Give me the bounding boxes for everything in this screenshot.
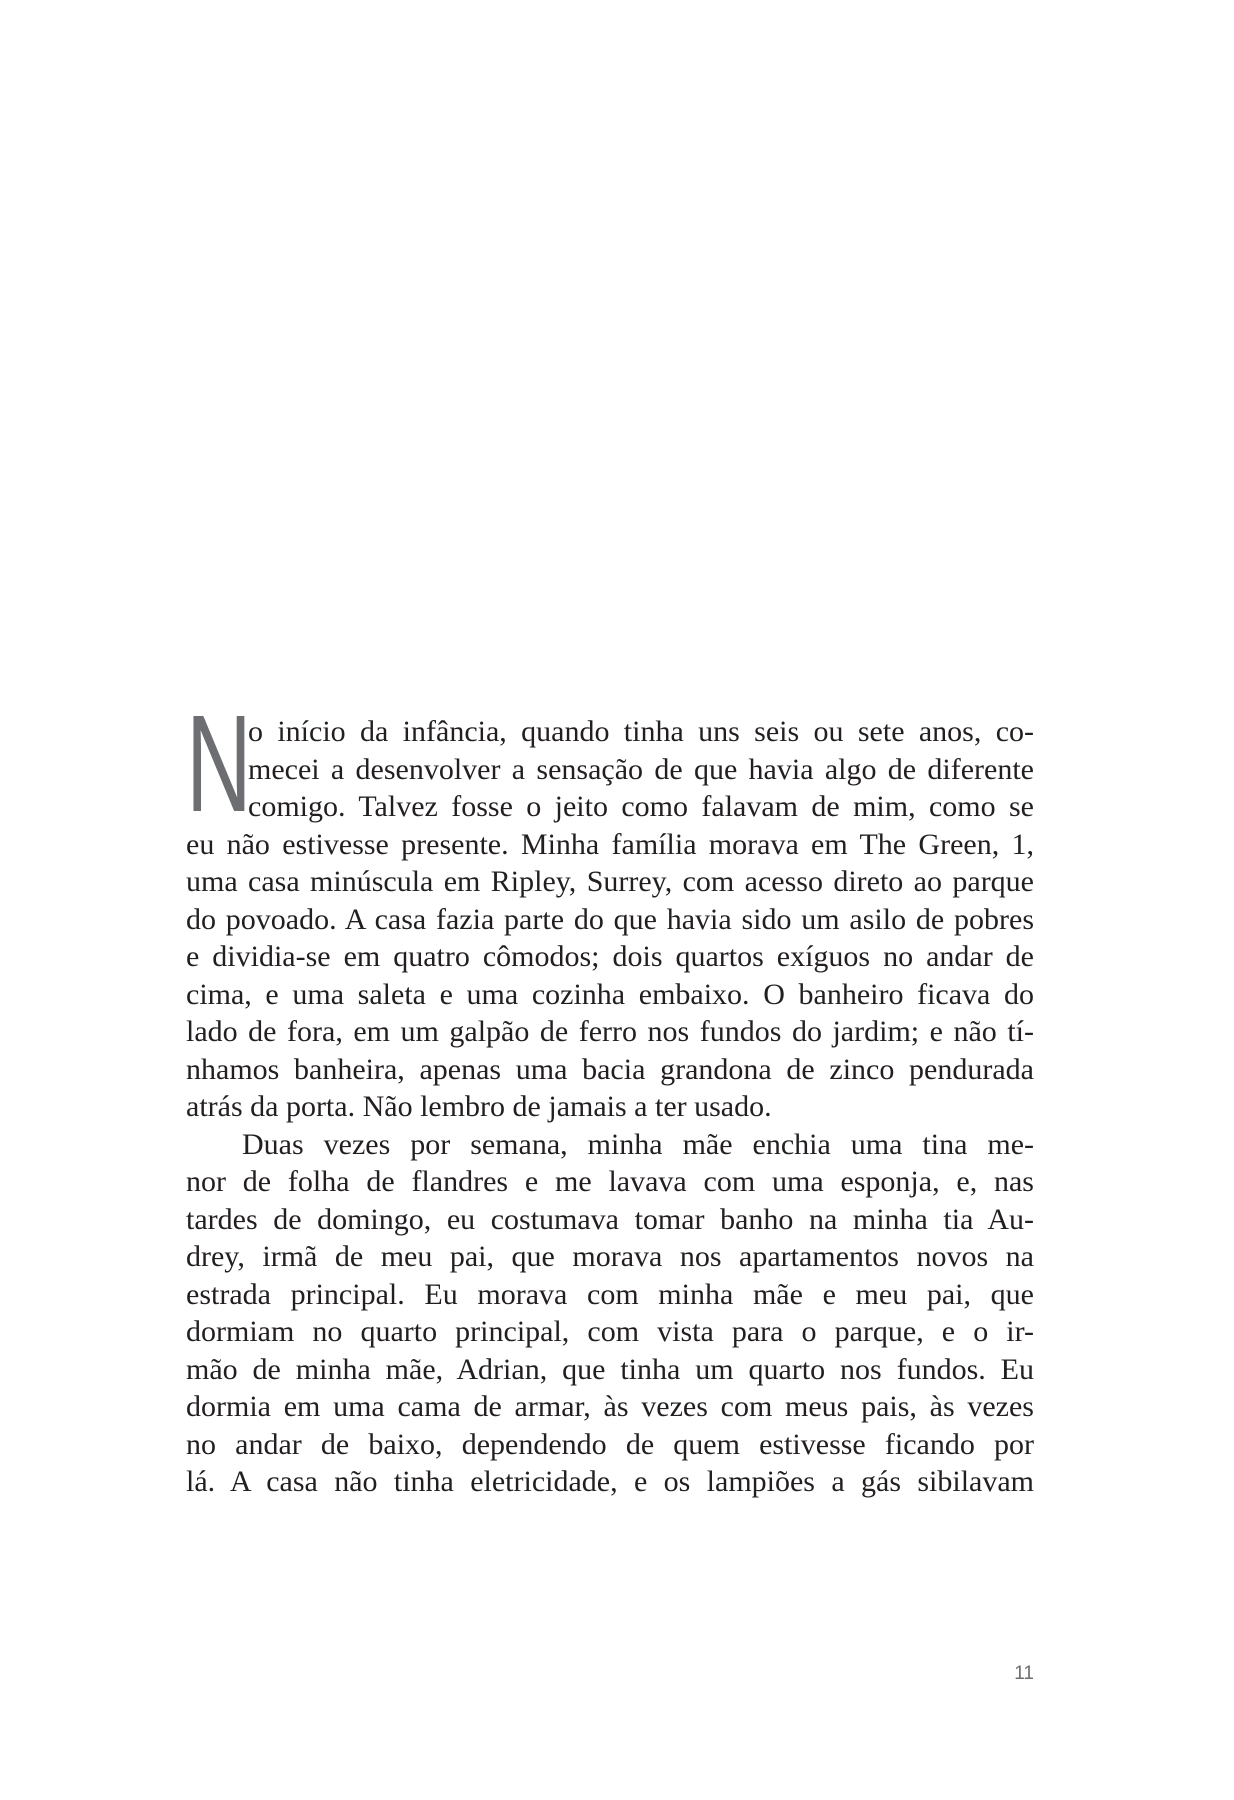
text-line: estrada principal. Eu morava com minha mãe e meu pai, que (186, 1277, 1034, 1311)
text-line: o início da infância, quando tinha uns seis ou sete anos, co- (248, 715, 1034, 748)
page-number: 11 (1014, 1663, 1034, 1684)
text-line: nor de folha de flandres e me lavava com uma esponja, e, nas (186, 1165, 1034, 1198)
text-line: lá. A casa não tinha eletricidade, e os lampiões a gás sibilavam (186, 1465, 1034, 1498)
text-line: do povoado. A casa fazia parte do que havia sido um asilo de pobres (186, 902, 1034, 936)
text-line: eu não estivesse presente. Minha família morava em The Green, 1, (186, 827, 1034, 861)
text-line: tardes de domingo, eu costumava tomar banho na minha tia Au- (186, 1202, 1034, 1236)
body-text (186, 713, 1034, 1501)
paragraph-2 (186, 1126, 1034, 1501)
text-line: uma casa minúscula em Ripley, Surrey, com acesso direto ao parque (186, 865, 1034, 898)
text-line: atrás da porta. Não lembro de jamais a ter usado. (186, 1090, 772, 1123)
text-line: nhamos banheira, apenas uma bacia grandona de zinco pendurada (186, 1052, 1034, 1086)
text-line: cima, e uma saleta e uma cozinha embaixo. O banheiro ficava do (186, 977, 1034, 1011)
text-line: no andar de baixo, dependendo de quem estivesse ficando por (186, 1427, 1034, 1461)
text-line: lado de fora, em um galpão de ferro nos fundos do jardim; e não tí- (186, 1015, 1034, 1048)
text-line: e dividia-se em quatro cômodos; dois quartos exíguos no andar de (186, 940, 1034, 973)
text-line: dormiam no quarto principal, com vista para o parque, e o ir- (186, 1315, 1034, 1348)
drop-cap: N (186, 687, 252, 841)
text-line: mão de minha mãe, Adrian, que tinha um quarto nos fundos. Eu (186, 1352, 1034, 1386)
text-line: Duas vezes por semana, minha mãe enchia uma tina me- (242, 1127, 1034, 1161)
text-line: dormia em uma cama de armar, às vezes com meus pais, às vezes (186, 1390, 1034, 1423)
paragraph-1 (186, 713, 1034, 1126)
text-line: comigo. Talvez fosse o jeito como falavam de mim, como se (248, 790, 1034, 823)
text-line: mecei a desenvolver a sensação de que havia algo de diferente (248, 752, 1034, 786)
text-line: drey, irmã de meu pai, que morava nos apartamentos novos na (186, 1240, 1034, 1273)
